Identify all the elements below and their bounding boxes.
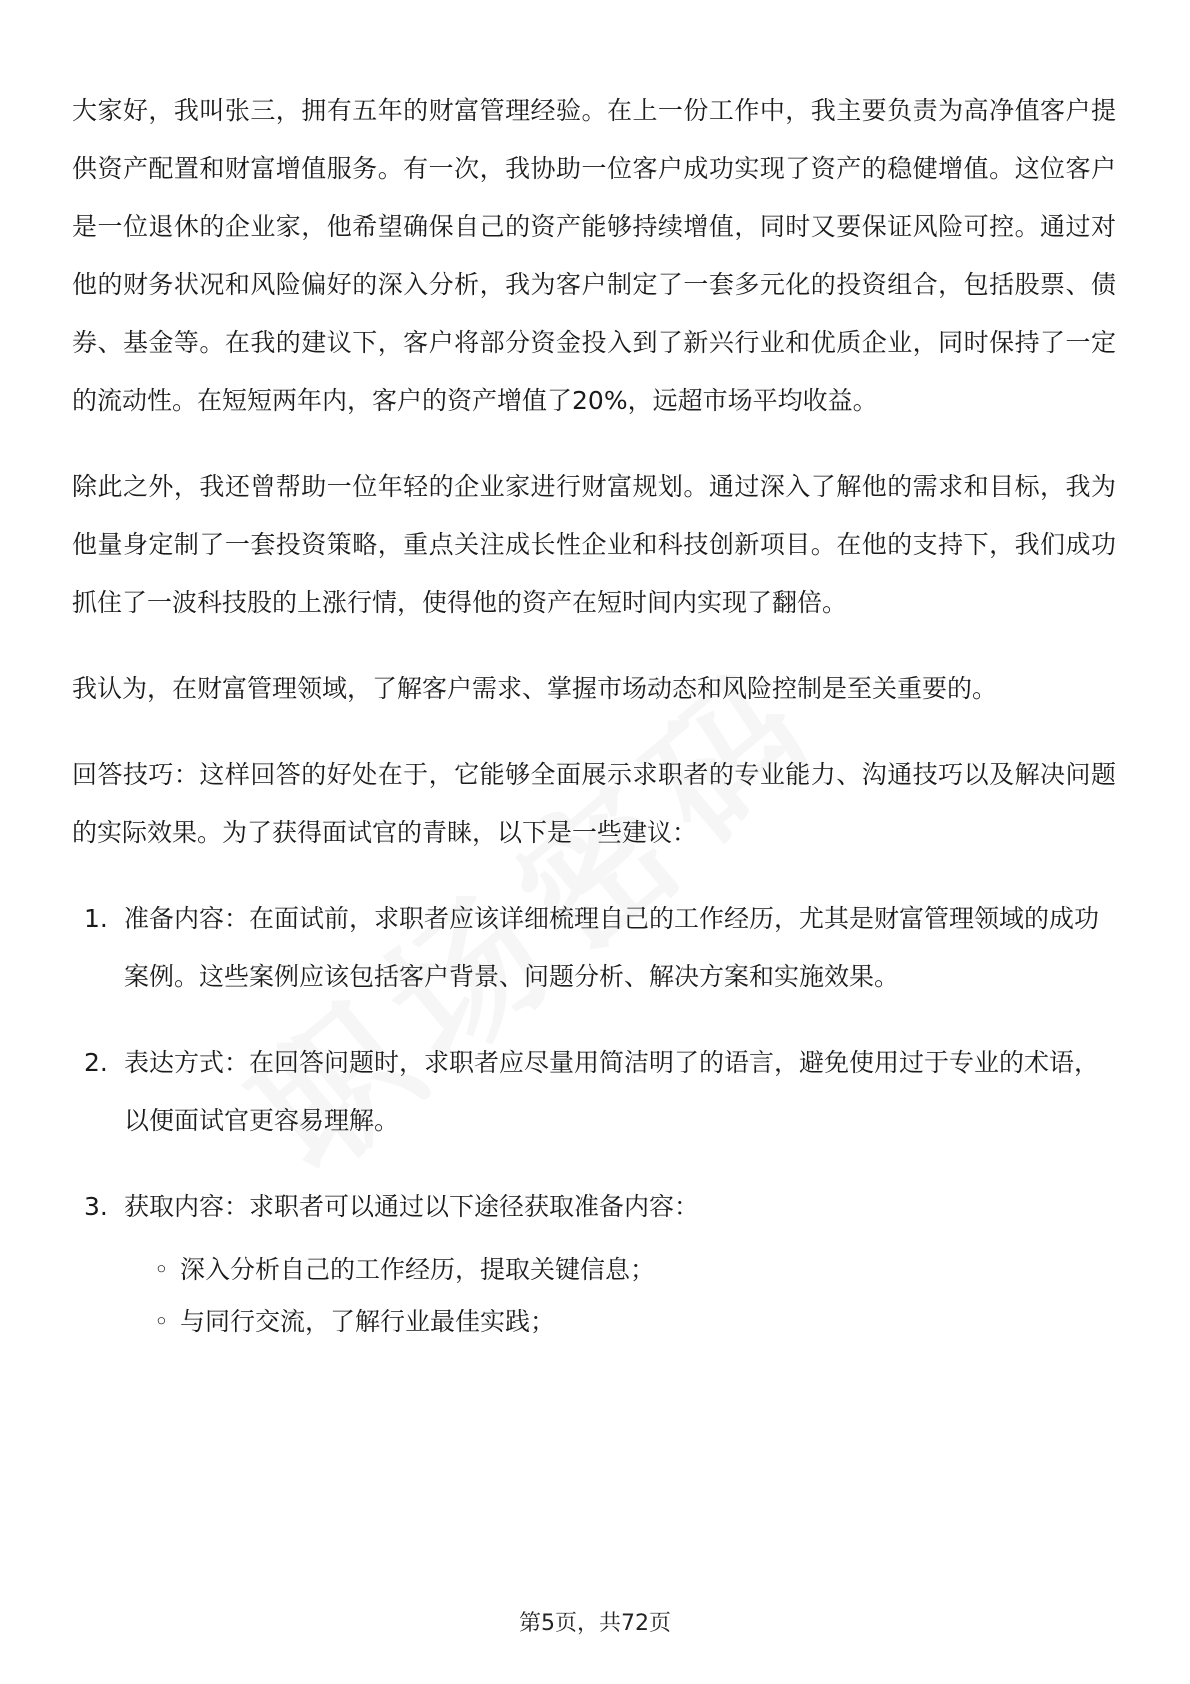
list-item [72, 1178, 1116, 1348]
sub-list-item: ◦ 深入分析自己的工作经历，提取关键信息； [154, 1244, 1116, 1296]
document-body [72, 82, 1116, 1376]
sub-list-item: ◦ 与同行交流，了解行业最佳实践； [154, 1296, 1116, 1348]
list-item-text: 获取内容：求职者可以通过以下途径获取准备内容： [124, 1192, 700, 1221]
tips-list [72, 890, 1116, 1348]
list-item-number: 3. [84, 1192, 108, 1221]
list-item-text: 表达方式：在回答问题时，求职者应尽量用简洁明了的语言，避免使用过于专业的术语，以便面试官更容易理解。 [124, 1048, 1100, 1135]
paragraph-answer-tips: 回答技巧：这样回答的好处在于，它能够全面展示求职者的专业能力、沟通技巧以及解决问题的实际效果。为了获得面试官的青睐，以下是一些建议： [72, 760, 1116, 847]
page-number: 第5页，共72页 [519, 1611, 671, 1636]
paragraph-intro: 大家好，我叫张三，拥有五年的财富管理经验。在上一份工作中，我主要负责为高净值客户提供资产配置和财富增值服务。有一次，我协助一位客户成功实现了资产的稳健增值。这位客户是一位退休的企业家，他希望确保自己的资产能够持续增值，同时又要保证风险可控。通过对他的财务状况和风险偏好的深入分析，我为客户制定了一套多元化的投资组合，包括股票、债券、基金等。在我的建议下，客户将部分资金投入到了新兴行业和优质企业，同时保持了一定的流动性。在短短两年内，客户的资产增值了20%，远超市场平均收益。 [72, 96, 1116, 415]
list-item [72, 1034, 1116, 1150]
list-item-text: 准备内容：在面试前，求职者应该详细梳理自己的工作经历，尤其是财富管理领域的成功案例。这些案例应该包括客户背景、问题分析、解决方案和实施效果。 [124, 904, 1100, 991]
list-item [72, 890, 1116, 1006]
paragraph-opinion: 我认为，在财富管理领域，了解客户需求、掌握市场动态和风险控制是至关重要的。 [72, 674, 998, 703]
list-item-number: 1. [84, 904, 108, 933]
paragraph-second-case: 除此之外，我还曾帮助一位年轻的企业家进行财富规划。通过深入了解他的需求和目标，我为他量身定制了一套投资策略，重点关注成长性企业和科技创新项目。在他的支持下，我们成功抓住了一波科技股的上涨行情，使得他的资产在短时间内实现了翻倍。 [72, 472, 1116, 617]
sub-list [124, 1244, 1116, 1348]
list-item-number: 2. [84, 1048, 108, 1077]
